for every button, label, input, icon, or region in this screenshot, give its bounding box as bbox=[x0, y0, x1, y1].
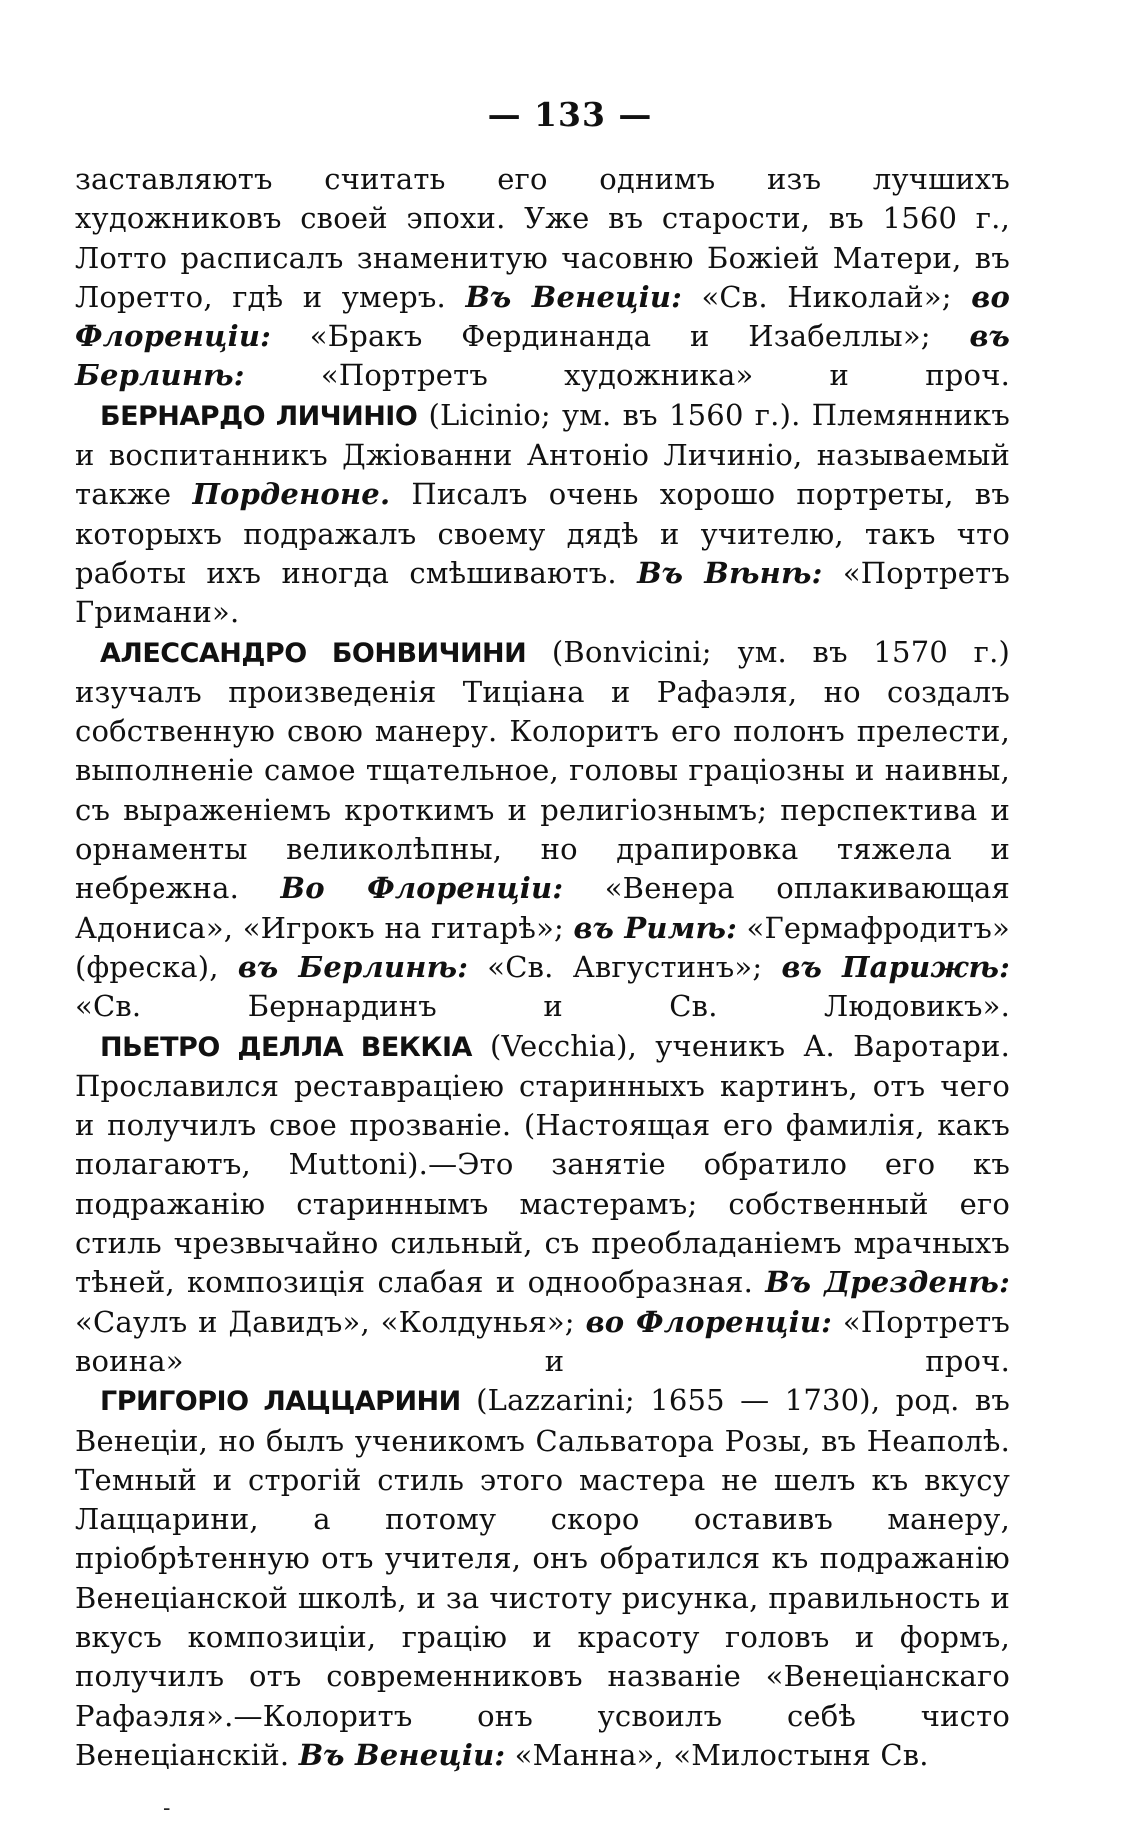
body-text: «Манна», «Милостыня Св. bbox=[505, 1737, 929, 1772]
location-label: въ Парижѣ: bbox=[781, 949, 1010, 984]
margin-mark: - bbox=[163, 1796, 171, 1821]
body-text: «Портретъ Гримани». bbox=[75, 555, 1010, 630]
location-label: Въ Венеціи: bbox=[465, 279, 683, 314]
body-text: Писалъ очень хорошо портреты, въ которыхъ подражалъ своему дядѣ и учителю, такъ что работы ихъ иногда смѣшиваютъ. bbox=[75, 477, 1010, 590]
body-text: «Портретъ художника» и проч. bbox=[244, 358, 1010, 393]
body-text: «Гермафродитъ» (фреска), bbox=[75, 910, 1010, 984]
body-text: (Bonvicini; ум. въ 1570 г.) изучалъ произведенія Тиціана и Рафаэля, но создалъ собственную свою манеру. Колоритъ его полонъ прелести, выполненіе самое тщательное, головы граціозны и наивны, съ выраженіемъ кроткимъ и религіознымъ; перспектива и орнаменты великолѣпны, но драпировка тяжела и небрежна. bbox=[75, 634, 1010, 906]
location-label: Порденоне. bbox=[192, 477, 391, 512]
location-label: во Флоренціи: bbox=[585, 1304, 833, 1339]
artist-name-heading: БЕРНАРДО ЛИЧИНІО bbox=[100, 400, 418, 432]
body-text: (Vecchia), ученикъ А. Варотари. Прославился реставраціею старинныхъ картинъ, отъ чего и получилъ свое прозваніе. (Настоящая его фамилія, какъ полагаютъ, Muttoni).—Это занятіе обратило его къ подражанію стариннымъ мастерамъ; собственный его стиль чрезвычайно сильный, съ преобладаніемъ мрачныхъ тѣней, композиція слабая и однообразная. bbox=[75, 1028, 1010, 1300]
paragraph-alessandro-bonvicini bbox=[75, 633, 1010, 1027]
body-text: «Бракъ Фердинанда и Изабеллы»; bbox=[271, 319, 970, 354]
artist-name-heading: АЛЕССАНДРО БОНВИЧИНИ bbox=[100, 637, 527, 669]
body-text: (Lazzarini; 1655 — 1730), род. въ Венеціи, но былъ ученикомъ Сальватора Розы, въ Неаполѣ. Темный и строгій стиль этого мастера не шелъ къ вкусу Лаццарини, а потому скоро оставивъ манеру, пріобрѣтенную отъ учителя, онъ обратился къ подражанію Венеціанской школѣ, и за чистоту рисунка, правильность и вкусъ композиціи, грацію и красоту головъ и формъ, получилъ отъ современниковъ названіе «Венеціанскаго Рафаэля».—Колоритъ онъ усвоилъ себѣ чисто Венеціанскій. bbox=[75, 1383, 1011, 1772]
location-label: Въ Вѣнѣ: bbox=[637, 555, 823, 590]
paragraph-lotto-continuation bbox=[75, 160, 1010, 396]
body-text: «Венера оплакивающая Адониса», «Игрокъ на гитарѣ»; bbox=[75, 871, 1010, 945]
location-label: Въ Венеціи: bbox=[298, 1737, 506, 1772]
artist-name-heading: ПЬЕТРО ДЕЛЛА ВЕККІА bbox=[100, 1031, 472, 1063]
body-text: «Св. Бернардинъ и Св. Людовикъ». bbox=[75, 989, 1010, 1024]
location-label: Въ Дрезденѣ: bbox=[765, 1265, 1010, 1300]
paragraph-gregorio-lazzarini bbox=[75, 1381, 1010, 1775]
location-label: Во Флоренціи: bbox=[280, 871, 564, 906]
location-label: въ Римѣ: bbox=[573, 910, 738, 945]
body-text: (Licinio; ум. въ 1560 г.). Племянникъ и воспитанникъ Джіованни Антоніо Личиніо, называемый также bbox=[75, 397, 1010, 512]
body-text: заставляютъ считать его однимъ изъ лучшихъ художниковъ своей эпохи. Уже въ старости, въ 1560 г., Лотто расписалъ знаменитую часовню Божіей Матери, въ Лоретто, гдѣ и умеръ. bbox=[75, 162, 1010, 314]
location-label: въ Берлинѣ: bbox=[75, 319, 1010, 393]
page-number: — 133 — bbox=[487, 95, 653, 134]
paragraph-bernardo-licinio bbox=[75, 396, 1010, 633]
body-text: «Св. Августинъ»; bbox=[468, 949, 782, 984]
paragraph-pietro-della-vecchia bbox=[75, 1027, 1010, 1382]
body-text: «Портретъ воина» и проч. bbox=[75, 1304, 1010, 1378]
body-text: «Саулъ и Давидъ», «Колдунья»; bbox=[75, 1304, 586, 1339]
body-text: «Св. Николай»; bbox=[682, 279, 972, 314]
page-text bbox=[75, 160, 1010, 1775]
location-label: въ Берлинѣ: bbox=[237, 949, 469, 984]
location-label: во Флоренціи: bbox=[75, 279, 1010, 354]
artist-name-heading: ГРИГОРІО ЛАЦЦАРИНИ bbox=[100, 1386, 461, 1418]
